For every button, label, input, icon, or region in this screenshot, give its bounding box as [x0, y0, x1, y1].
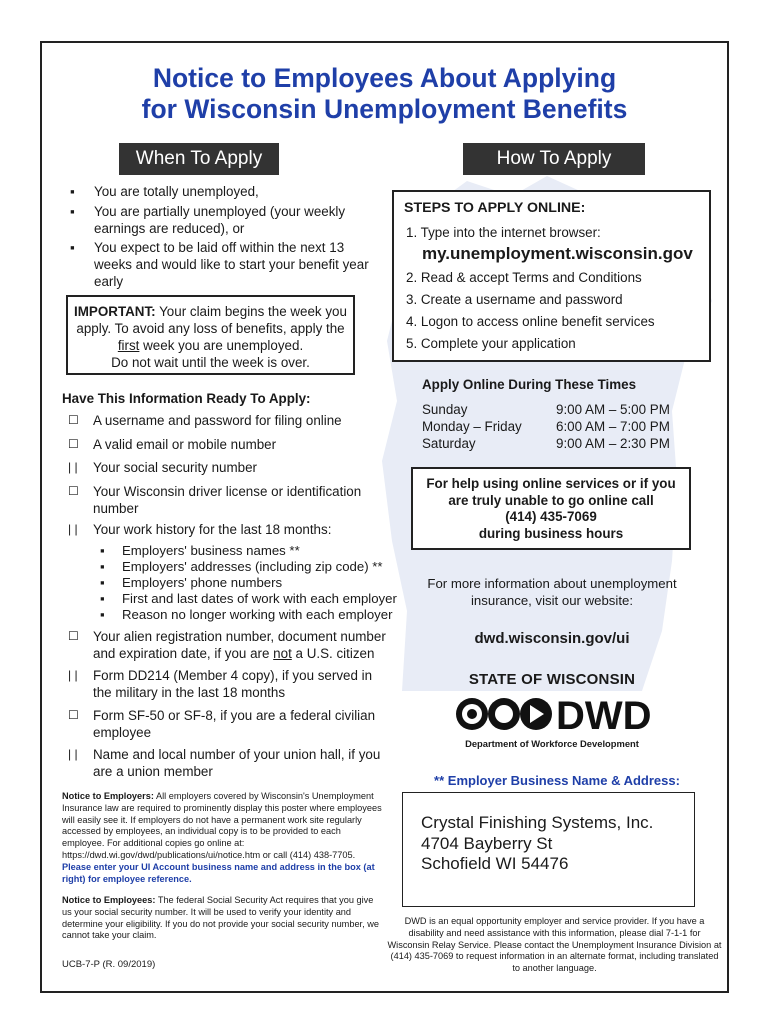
- checkbox-icon: ☐: [68, 413, 79, 427]
- step-3: 3. Create a username and password: [406, 292, 623, 307]
- times-row: Sunday 9:00 AM – 5:00 PM: [422, 402, 670, 417]
- bullet-icon: ▪: [70, 204, 75, 219]
- website-link[interactable]: dwd.wisconsin.gov/ui: [474, 630, 630, 647]
- apply-times: [422, 376, 712, 452]
- checkbox-icon: ☐: [68, 437, 79, 451]
- title-line-2: for Wisconsin Unemployment Benefits: [141, 94, 628, 124]
- bullet-icon: ▪: [70, 184, 75, 199]
- help-box: For help using online services or if you are truly unable to go online call (414) 435-7069 during business hours: [411, 467, 691, 550]
- logo-dwd-text: DWD: [556, 694, 652, 736]
- logo-mark: [452, 692, 652, 736]
- step-5: 5. Complete your application: [406, 336, 576, 351]
- employer-city: Schofield WI 54476: [421, 854, 569, 873]
- checkbox-icon: ☐: [68, 708, 79, 722]
- bullet-icon: ▪: [100, 559, 105, 574]
- important-box: IMPORTANT: Your claim begins the week you apply. To avoid any loss of benefits, apply the first week you are unemployed. Do not wait until the week is over.: [66, 295, 355, 375]
- times-row: Monday – Friday 6:00 AM – 7:00 PM: [422, 419, 670, 434]
- form-number: UCB-7-P (R. 09/2019): [62, 959, 156, 970]
- checkbox-icon: ☐: [68, 484, 79, 498]
- bullet-icon: ▪: [100, 543, 105, 558]
- bullet-icon: ▪: [100, 607, 105, 622]
- employer-name: Crystal Finishing Systems, Inc.: [421, 813, 654, 832]
- dwd-logo: [452, 671, 652, 749]
- apply-url: my.unemployment.wisconsin.gov: [422, 244, 693, 263]
- step-2: 2. Read & accept Terms and Conditions: [406, 270, 642, 285]
- times-title: Apply Online During These Times: [422, 377, 637, 392]
- step-1: 1. Type into the internet browser:: [406, 225, 601, 240]
- bullet-icon: ▪: [100, 575, 105, 590]
- steps-box: [392, 190, 711, 362]
- checkbox-icon: | |: [68, 460, 78, 474]
- info-header: Have This Information Ready To Apply:: [62, 391, 311, 406]
- logo-state-text: STATE OF WISCONSIN: [468, 671, 636, 688]
- how-to-apply-header: How To Apply: [463, 143, 645, 175]
- more-info-text: For more information about unemployment insurance, visit our website:: [427, 576, 677, 608]
- help-phone: (414) 435-7069: [505, 509, 597, 524]
- times-row: Saturday 9:00 AM – 2:30 PM: [422, 436, 670, 451]
- checkbox-icon: | |: [68, 668, 78, 682]
- bullet-icon: ▪: [70, 240, 75, 255]
- employer-street: 4704 Bayberry St: [421, 833, 553, 853]
- employer-note: ** Employer Business Name & Address:: [434, 773, 680, 788]
- bullet-icon: ▪: [100, 591, 105, 606]
- when-to-apply-header: When To Apply: [119, 143, 279, 175]
- logo-dept-text: Department of Workforce Development: [465, 738, 639, 749]
- checkbox-icon: | |: [68, 522, 78, 536]
- notice-to-employers: Notice to Employers: All employers covered by Wisconsin's Unemployment Insurance law are required to prominently display this poster where employees will easily see it. If employers do not have a permanent work site regularly accessed by employees, an individual copy is to be provided to each employee. For additional copies go online at: https://dwd.wi.gov/dwd/publications/ui/notice.htm or call (414) 438-7705. Please enter your UI Account business name and address in the box (at right) for employee reference.: [62, 791, 382, 884]
- checkbox-icon: | |: [68, 747, 78, 761]
- poster-title: [42, 63, 727, 125]
- checkbox-icon: ☐: [68, 629, 79, 643]
- steps-title: STEPS TO APPLY ONLINE:: [404, 200, 586, 216]
- step-4: 4. Logon to access online benefit services: [406, 314, 655, 329]
- important-label: IMPORTANT:: [74, 304, 156, 319]
- title-line-1: Notice to Employees About Applying: [152, 63, 617, 93]
- notice-to-employees: Notice to Employees: The federal Social Security Act requires that you give us your social security number. It will be used to verify your identity and determine your eligibility. If you do not provide your social security number, we cannot take your claim.: [62, 895, 379, 941]
- logo-circles-icon: [452, 692, 652, 736]
- eeo-statement: DWD is an equal opportunity employer and service provider. If you have a disability and need assistance with this information, please dial 7-1-1 for Wisconsin Relay Service. Please contact the Unemployment Insurance Division at (414) 435-7069 to request information in an alternate format, including translated to another language.: [387, 916, 722, 974]
- notice-poster: Notice to Employees About Applying for Wisconsin Unemployment Benefits When To Apply ▪ You are totally unemployed, ▪ You are partially unemployed (your weekly earnings are reduced), or ▪ You expect to be laid off within the next 13 weeks and would like to start your benefit year early IMPORTANT: Your claim begins the week you apply. To avoid any loss of benefits, apply the first week you are unemployed. Do not wait until the week is over. Have This Information Ready To Apply: ☐ A username and password for filing online ☐ A valid email or mobile number | | Your social security number ☐ Your Wisconsin driver license or identification number | | Your work history for the last 18 months: ▪ Employers' business names ** ▪ Employers' addresses (including zip code) ** ▪ Employers' phone numbers ▪ First and last dates of work with each employer ▪ Reason no longer working with each employer ☐ Your alien registration number, document number and expiration date, if you are not a U.S. citizen | | Form DD214 (Member 4 copy), if you served in the military in the last 18 months ☐ Form SF-50 or SF-8, if you are a federal civilian employee | | Name and local number of your union hall, if you are a union member Notice to Employers: All employers covered by Wisconsin's Unemployment Insurance law are required to prominently display this poster where employees will easily see it. If employers do not have a permanent work site regularly accessed by employees, an individual copy is to be provided to each employee. For additional copies go online at: https://dwd.wi.gov/dwd/publications/ui/notice.htm or call (414) 438-7705. Please enter your UI Account business name and address in the box (at right) for employee reference. Notice to Employees: The federal Social Security Act requires that you give us your social security number. It will be used to verify your identity and determine your eligibility. If you do not provide your social security number, we cannot take your claim. UCB-7-P (R. 09/2019) How To Apply STEPS TO APPLY ONLINE: 1. Type into the internet browser: my.unemployment.wisconsin.gov 2. Read & accept Terms and Conditions 3. Create a username and password 4. Logon to access online benefit services 5. Complete your application Apply Online During These Times Sunday 9:00 AM – 5:00 PM Monday – Friday 6:00 AM – 7:00 PM Saturday 9:00 AM – 2:30 PM For help using online services or if you are truly unable to go online call (414) 435-7069 during business hours For more information about unemployment insurance, visit our website: dwd.wisconsin.gov/ui STATE OF WISCONSIN DWD Department of Workforce Development ** Employer Business Name & Address: Crystal Finishing Systems, Inc. 4704 Bayberry St Schofield WI 54476 DWD is an equal opportunity employer and service provider. If you have a disability and need assistance with this information, please dial 7-1-1 for Wisconsin Relay Service. Please contact the Unemployment Insurance Division at (414) 435-7069 to request information in an alternate format, including translated to another language.: [40, 41, 729, 993]
- employer-address-box: [402, 792, 695, 907]
